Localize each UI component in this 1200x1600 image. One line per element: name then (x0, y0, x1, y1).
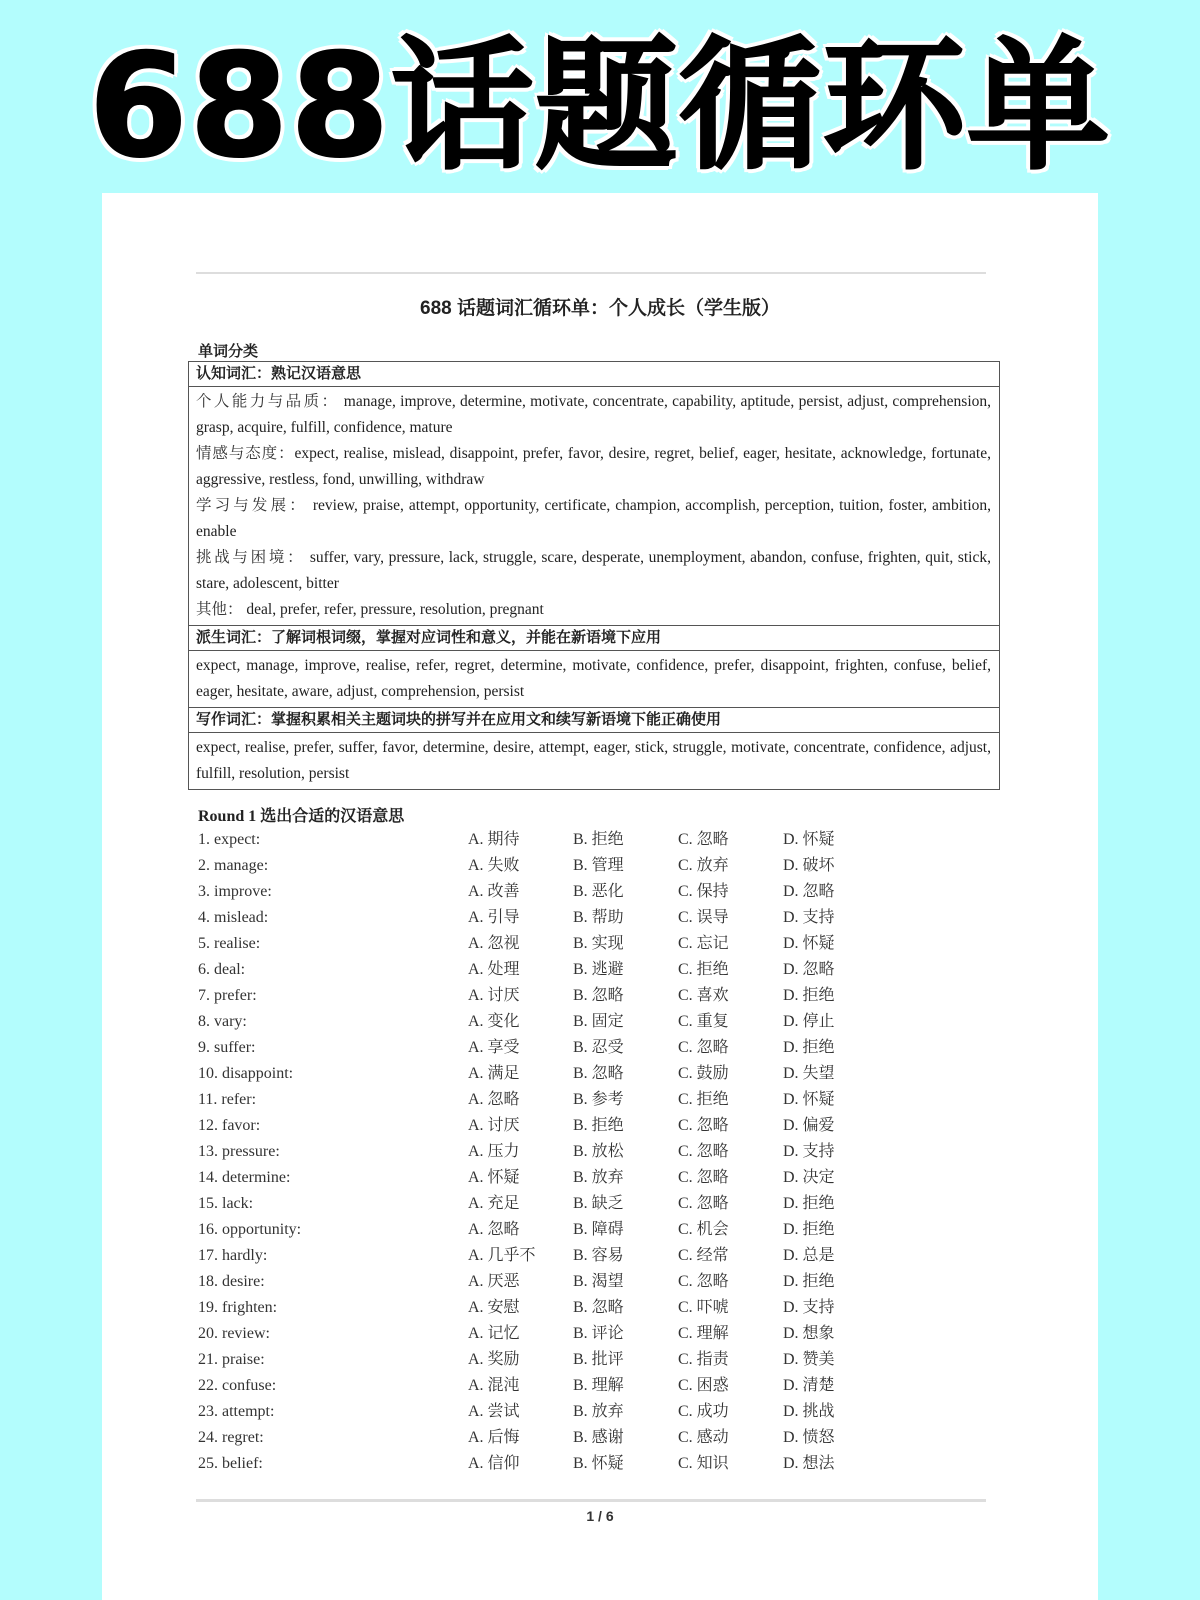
option-b[interactable]: B. 帮助 (573, 909, 624, 926)
option-a[interactable]: A. 满足 (468, 1065, 520, 1082)
option-a[interactable]: A. 讨厌 (468, 1117, 520, 1134)
option-a[interactable]: A. 充足 (468, 1195, 520, 1212)
category-line (196, 545, 991, 597)
option-a[interactable]: A. 后悔 (468, 1429, 520, 1446)
question-word: 14. determine: (198, 1169, 291, 1186)
question-word: 9. suffer: (198, 1039, 256, 1056)
option-b[interactable]: B. 渴望 (573, 1273, 624, 1290)
option-a[interactable]: A. 引导 (468, 909, 520, 926)
question-row (198, 1399, 898, 1425)
question-row (198, 1217, 898, 1243)
table-row (189, 733, 1000, 790)
option-c[interactable]: C. 感动 (678, 1429, 729, 1446)
derivative-words: expect, manage, improve, realise, refer, regret, determine, motivate, confidence, prefer, disappoint, frighten, confuse, belief, eager, hesitate, aware, adjust, comprehension, persist (189, 651, 1000, 708)
option-a[interactable]: A. 尝试 (468, 1403, 520, 1420)
question-word: 16. opportunity: (198, 1221, 302, 1238)
question-word: 5. realise: (198, 935, 261, 952)
option-c[interactable]: C. 放弃 (678, 857, 729, 874)
option-c[interactable]: C. 忽略 (678, 1117, 729, 1134)
option-d[interactable]: D. 偏爱 (783, 1117, 835, 1134)
question-row (198, 1347, 898, 1373)
option-c[interactable]: C. 忽略 (678, 831, 729, 848)
option-c[interactable]: C. 理解 (678, 1325, 729, 1342)
question-word: 8. vary: (198, 1013, 247, 1030)
writing-words: expect, realise, prefer, suffer, favor, determine, desire, attempt, eager, stick, struggle, motivate, concentrate, confidence, adjust, fulfill, resolution, persist (189, 733, 1000, 790)
category-line (196, 493, 991, 545)
option-c[interactable]: C. 忘记 (678, 935, 729, 952)
question-row (198, 1139, 898, 1165)
option-d[interactable]: D. 想象 (783, 1325, 835, 1342)
option-a[interactable]: A. 忽略 (468, 1221, 520, 1238)
question-row (198, 931, 898, 957)
option-c[interactable]: C. 经常 (678, 1247, 729, 1264)
option-b[interactable]: B. 管理 (573, 857, 624, 874)
option-b[interactable]: B. 恶化 (573, 883, 624, 900)
question-row (198, 1009, 898, 1035)
option-d[interactable]: D. 失望 (783, 1065, 835, 1082)
table-row (189, 387, 1000, 626)
option-a[interactable]: A. 忽略 (468, 1091, 520, 1108)
option-c[interactable]: C. 拒绝 (678, 1091, 729, 1108)
option-a[interactable]: A. 忽视 (468, 935, 520, 952)
option-d[interactable]: D. 怀疑 (783, 1091, 835, 1108)
question-word: 12. favor: (198, 1117, 261, 1134)
category-line (196, 389, 991, 441)
banner-title: 688话题循环单 (88, 24, 1112, 189)
option-b[interactable]: B. 放松 (573, 1143, 624, 1160)
option-b[interactable]: B. 放弃 (573, 1403, 624, 1420)
option-c[interactable]: C. 成功 (678, 1403, 729, 1420)
question-row (198, 827, 898, 853)
option-c[interactable]: C. 忽略 (678, 1143, 729, 1160)
question-row (198, 1321, 898, 1347)
option-b[interactable]: B. 缺乏 (573, 1195, 624, 1212)
question-row (198, 1373, 898, 1399)
option-c[interactable]: C. 指责 (678, 1351, 729, 1368)
option-d[interactable]: D. 愤怒 (783, 1429, 835, 1446)
option-c[interactable]: C. 重复 (678, 1013, 729, 1030)
option-b[interactable]: B. 放弃 (573, 1169, 624, 1186)
question-row (198, 1191, 898, 1217)
category-words: expect, realise, mislead, disappoint, prefer, favor, desire, regret, belief, eager, hesitate, acknowledge, fortunate, aggressive, restless, fond, unwilling, withdraw (196, 445, 991, 488)
option-b[interactable]: B. 障碍 (573, 1221, 624, 1238)
option-b[interactable]: B. 逃避 (573, 961, 624, 978)
table-row (189, 651, 1000, 708)
option-b[interactable]: B. 参考 (573, 1091, 624, 1108)
option-a[interactable]: A. 混沌 (468, 1377, 520, 1394)
option-d[interactable]: D. 停止 (783, 1013, 835, 1030)
option-a[interactable]: A. 怀疑 (468, 1169, 520, 1186)
option-b[interactable]: B. 忽略 (573, 1065, 624, 1082)
category-label: 其他： (196, 601, 243, 618)
option-c[interactable]: C. 喜欢 (678, 987, 729, 1004)
question-row (198, 1269, 898, 1295)
option-b[interactable]: B. 容易 (573, 1247, 624, 1264)
question-word: 22. confuse: (198, 1377, 277, 1394)
option-b[interactable]: B. 固定 (573, 1013, 624, 1030)
round-1-title: Round 1 选出合适的汉语意思 (198, 808, 405, 825)
option-d[interactable]: D. 拒绝 (783, 1273, 835, 1290)
question-row (198, 905, 898, 931)
question-list (198, 827, 898, 1477)
question-word: 18. desire: (198, 1273, 265, 1290)
option-b[interactable]: B. 拒绝 (573, 1117, 624, 1134)
category-words: suffer, vary, pressure, lack, struggle, scare, desperate, unemployment, abandon, confuse, frighten, quit, stick, stare, adolescent, bitter (196, 549, 991, 592)
option-a[interactable]: A. 变化 (468, 1013, 520, 1030)
table-row (189, 708, 1000, 733)
writing-header: 写作词汇：掌握积累相关主题词块的拼写并在应用文和续写新语境下能正确使用 (189, 708, 1000, 733)
option-b[interactable]: B. 批评 (573, 1351, 624, 1368)
option-a[interactable]: A. 压力 (468, 1143, 520, 1160)
option-d[interactable]: D. 拒绝 (783, 987, 835, 1004)
category-words: deal, prefer, refer, pressure, resolution, pregnant (246, 601, 544, 618)
option-a[interactable]: A. 奖励 (468, 1351, 520, 1368)
option-d[interactable]: D. 支持 (783, 909, 835, 926)
section-label: 单词分类 (198, 344, 259, 360)
option-d[interactable]: D. 破坏 (783, 857, 835, 874)
category-label: 挑战与困境： (196, 549, 306, 566)
option-d[interactable]: D. 忽略 (783, 883, 835, 900)
option-d[interactable]: D. 决定 (783, 1169, 835, 1186)
page-number: 1 / 6 (586, 1508, 614, 1524)
question-word: 2. manage: (198, 857, 269, 874)
question-row (198, 879, 898, 905)
option-c[interactable]: C. 鼓励 (678, 1065, 729, 1082)
option-d[interactable]: D. 总是 (783, 1247, 835, 1264)
document-title: 688 话题词汇循环单：个人成长（学生版） (420, 298, 780, 319)
bottom-divider (196, 1499, 986, 1502)
option-d[interactable]: D. 想法 (783, 1455, 835, 1472)
option-c[interactable]: C. 保持 (678, 883, 729, 900)
question-word: 11. refer: (198, 1091, 257, 1108)
document-page (102, 193, 1098, 1600)
question-word: 3. improve: (198, 883, 272, 900)
option-b[interactable]: B. 忽略 (573, 987, 624, 1004)
question-word: 24. regret: (198, 1429, 264, 1446)
question-row (198, 1035, 898, 1061)
option-a[interactable]: A. 享受 (468, 1039, 520, 1056)
option-a[interactable]: A. 几乎不 (468, 1247, 536, 1264)
option-d[interactable]: D. 怀疑 (783, 935, 835, 952)
option-b[interactable]: B. 忽略 (573, 1299, 624, 1316)
option-c[interactable]: C. 误导 (678, 909, 729, 926)
category-words: review, praise, attempt, opportunity, certificate, champion, accomplish, perception, tuition, foster, ambition, enable (196, 497, 991, 540)
option-d[interactable]: D. 怀疑 (783, 831, 835, 848)
question-word: 21. praise: (198, 1351, 265, 1368)
option-a[interactable]: A. 厌恶 (468, 1273, 520, 1290)
top-divider (196, 272, 986, 274)
derivative-header: 派生词汇：了解词根词缀，掌握对应词性和意义，并能在新语境下应用 (189, 626, 1000, 651)
cognitive-header: 认知词汇：熟记汉语意思 (189, 362, 1000, 387)
question-row (198, 1451, 898, 1477)
category-label: 个人能力与品质： (196, 393, 340, 410)
question-word: 19. frighten: (198, 1299, 278, 1316)
question-word: 15. lack: (198, 1195, 254, 1212)
question-row (198, 1165, 898, 1191)
question-row (198, 1295, 898, 1321)
option-d[interactable]: D. 拒绝 (783, 1039, 835, 1056)
option-c[interactable]: C. 拒绝 (678, 961, 729, 978)
option-b[interactable]: B. 拒绝 (573, 831, 624, 848)
question-word: 13. pressure: (198, 1143, 280, 1160)
category-words: manage, improve, determine, motivate, concentrate, capability, aptitude, persist, adjust, comprehension, grasp, acquire, fulfill, confidence, mature (196, 393, 991, 436)
question-row (198, 957, 898, 983)
option-d[interactable]: D. 拒绝 (783, 1195, 835, 1212)
question-word: 1. expect: (198, 831, 261, 848)
question-word: 23. attempt: (198, 1403, 275, 1420)
question-row (198, 853, 898, 879)
question-word: 20. review: (198, 1325, 270, 1342)
option-c[interactable]: C. 知识 (678, 1455, 729, 1472)
option-d[interactable]: D. 挑战 (783, 1403, 835, 1420)
question-word: 6. deal: (198, 961, 246, 978)
option-b[interactable]: B. 忍受 (573, 1039, 624, 1056)
option-b[interactable]: B. 理解 (573, 1377, 624, 1394)
option-c[interactable]: C. 忽略 (678, 1195, 729, 1212)
question-row (198, 1425, 898, 1451)
question-row (198, 1087, 898, 1113)
question-word: 10. disappoint: (198, 1065, 294, 1082)
option-c[interactable]: C. 机会 (678, 1221, 729, 1238)
option-b[interactable]: B. 评论 (573, 1325, 624, 1342)
question-row (198, 1113, 898, 1139)
table-row (189, 362, 1000, 387)
question-row (198, 1243, 898, 1269)
option-d[interactable]: D. 忽略 (783, 961, 835, 978)
option-a[interactable]: A. 信仰 (468, 1455, 520, 1472)
option-b[interactable]: B. 感谢 (573, 1429, 624, 1446)
option-b[interactable]: B. 怀疑 (573, 1455, 624, 1472)
category-label: 学习与发展： (196, 497, 308, 514)
question-word: 7. prefer: (198, 987, 257, 1004)
option-b[interactable]: B. 实现 (573, 935, 624, 952)
option-d[interactable]: D. 支持 (783, 1143, 835, 1160)
option-c[interactable]: C. 忽略 (678, 1039, 729, 1056)
question-row (198, 983, 898, 1009)
option-c[interactable]: C. 吓唬 (678, 1299, 729, 1316)
option-a[interactable]: A. 记忆 (468, 1325, 520, 1342)
option-d[interactable]: D. 拒绝 (783, 1221, 835, 1238)
category-line (196, 441, 991, 493)
category-label: 情感与态度： (196, 445, 295, 462)
category-line (196, 597, 991, 623)
option-c[interactable]: C. 忽略 (678, 1273, 729, 1290)
option-a[interactable]: A. 讨厌 (468, 987, 520, 1004)
question-word: 17. hardly: (198, 1247, 268, 1264)
option-a[interactable]: A. 改善 (468, 883, 520, 900)
option-d[interactable]: D. 支持 (783, 1299, 835, 1316)
option-a[interactable]: A. 失败 (468, 857, 520, 874)
option-a[interactable]: A. 安慰 (468, 1299, 520, 1316)
option-a[interactable]: A. 期待 (468, 831, 520, 848)
option-c[interactable]: C. 忽略 (678, 1169, 729, 1186)
question-word: 4. mislead: (198, 909, 269, 926)
question-word: 25. belief: (198, 1455, 263, 1472)
option-d[interactable]: D. 清楚 (783, 1377, 835, 1394)
option-a[interactable]: A. 处理 (468, 961, 520, 978)
option-c[interactable]: C. 困惑 (678, 1377, 729, 1394)
question-row (198, 1061, 898, 1087)
table-row (189, 626, 1000, 651)
option-d[interactable]: D. 赞美 (783, 1351, 835, 1368)
cognitive-categories (189, 387, 1000, 626)
vocab-table (188, 361, 1000, 790)
